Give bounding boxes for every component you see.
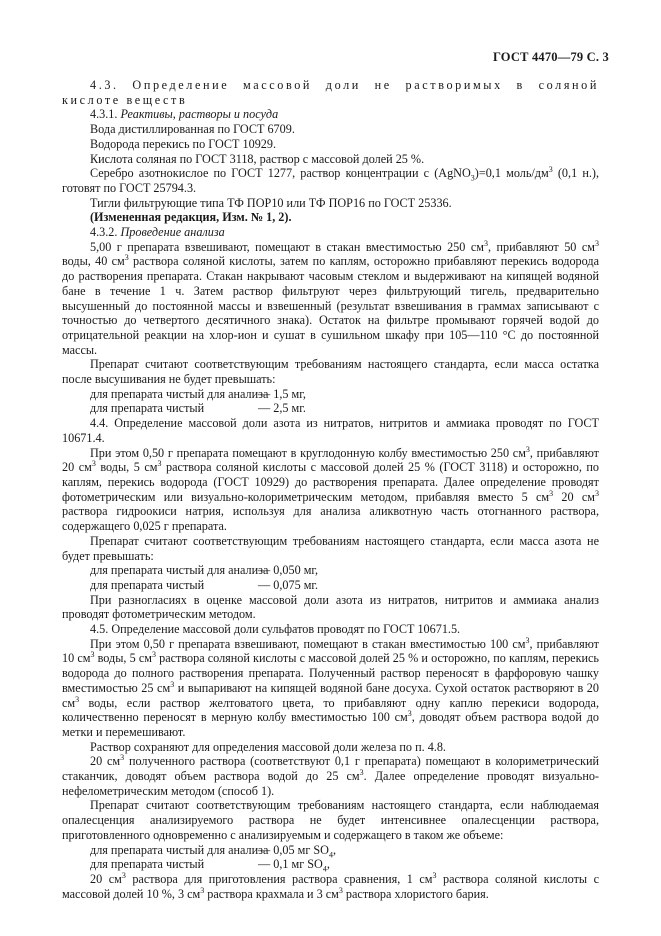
dispute-note: При разногласиях в оценке массовой доли азота из нитратов, нитритов и аммиака анализ проводят фотометрическим методом. — [62, 592, 599, 622]
subsection-number: 4.3.2. — [90, 225, 118, 240]
running-header: ГОСТ 4470—79 С. 3 — [492, 50, 609, 64]
procedure-paragraph: 20 $см^3$ полученного раствора (соответствуют 0,1 г препарата) помещают в колориметрический стаканчик, доводят объем раствора водой до 25 $см^3$. Далее определение проводят визуально-нефелометрическим методом (способ 1). — [62, 753, 599, 798]
limit-row: для препарата чистый для анализа — 0,050 мг, — [90, 563, 319, 578]
limit-row: для препарата чистый — 0,075 мг. — [90, 577, 319, 592]
reagent-item: Водорода перекись по ГОСТ 10929. — [90, 136, 277, 151]
criterion-paragraph: Препарат считают соответствующим требованиям настоящего стандарта, если масса остатка после высушивания не будет превышать: — [62, 357, 599, 387]
reagent-item-silver-nitrate: Серебро азотнокислое по ГОСТ 1277, раствор концентрации с (AgNO$_3$)=0,1 моль/$дм^3$ (0,1 н.), готовят по ГОСТ 25794.3. — [62, 165, 599, 195]
section-4-5-intro: 4.5. Определение массовой доли сульфатов проводят по ГОСТ 10671.5. — [90, 622, 461, 637]
limit-row: для препарата чистый для анализа — 0,05 мг $SO_4$, — [90, 842, 336, 859]
reagent-item: Вода дистиллированная по ГОСТ 6709. — [90, 122, 295, 137]
criterion-paragraph: Препарат считают соответствующим требованиям настоящего стандарта, если наблюдаемая опалесценция анализируемого раствора не будет интенсивнее опалесценции раствора, приготовленного одновременно с анализируемым и содержащего в таком же объеме: — [62, 798, 599, 842]
procedure-paragraph: При этом 0,50 г препарата взвешивают, помещают в стакан вместимостью 100 $см^3$, прибавляют 10 $см^3$ воды, 5 $см^3$ раствора соляной кислоты с массовой долей 25 % и осторожно, по каплям, перекись водорода до полного растворения препарата. Полученный раствор переносят в фарфоровую чашку вместимостью 25 $см^3$ и выпаривают на кипящей водяной бане досуха. Сухой остаток растворяют в 20 $см^3$ воды, если раствор желтоватого цвета, то прибавляют одну каплю перекиси водорода, количественно переносят в мерную колбу вместимостью 100 $см^3$, доводят объем раствора водой до метки и перемешивают. — [62, 635, 599, 739]
limit-row: для препарата чистый — 2,5 мг. — [90, 401, 306, 416]
reference-solution-paragraph: 20 $см^3$ раствора для приготовления раствора сравнения, 1 $см^3$ раствора соляной кислоты с массовой долей 10 %, 3 $см^3$ раствора крахмала и 3 $см^3$ раствора хлористого бария. — [62, 870, 599, 901]
limit-row: для препарата чистый — 0,1 мг $SO_4$, — [90, 857, 330, 874]
limit-row: для препарата чистый для анализа — 1,5 мг, — [90, 386, 306, 401]
amendment-note: (Измененная редакция, Изм. № 1, 2). — [90, 210, 292, 225]
procedure-paragraph: При этом 0,50 г препарата помещают в круглодонную колбу вместимостью 250 $см^3$, прибавляют 20 $см^3$ воды, 5 $см^3$ раствора соляной кислоты с массовой долей 25 % (ГОСТ 3118) и осторожно, по каплям, перекись водорода (ГОСТ 10929) до растворения препарата. Далее определение проводят фотометрическим или визуально-колориметрическим методом, прибавляя вместо 5 $см^3$ 20 $см^3$ раствора гидроокиси натрия, используя для анализа аликвотную часть отогнанного раствора, содержащего 0,025 г препарата. — [62, 444, 600, 534]
subsection-title: Реактивы, растворы и посуда — [120, 107, 279, 122]
subsection-title: Проведение анализа — [120, 225, 225, 240]
document-body — [62, 78, 599, 901]
criterion-paragraph: Препарат считают соответствующим требованиям настоящего стандарта, если масса азота не будет превышать: — [62, 533, 599, 563]
section-4-3-heading: 4.3. Определение массовой доли не растворимых в соляной кислоте веществ — [62, 78, 599, 107]
subsection-4-3-2 — [62, 225, 599, 240]
subsection-number: 4.3.1. — [90, 107, 118, 122]
reagent-item: Тигли фильтрующие типа ТФ ПОР10 или ТФ ПОР16 по ГОСТ 25336. — [90, 195, 452, 210]
reagent-item: Кислота соляная по ГОСТ 3118, раствор с массовой долей 25 %. — [90, 151, 425, 166]
subsection-4-3-1 — [62, 107, 599, 122]
procedure-paragraph: 5,00 г препарата взвешивают, помещают в стакан вместимостью 250 $см^3$, прибавляют 50 $см^3$ воды, 40 $см^3$ раствора соляной кислоты, затем по каплям, осторожно прибавляют перекись водорода до растворения препарата. Стакан накрывают часовым стеклом и выдерживают на кипящей водяной бане в течение 1 ч. Затем раствор фильтруют через фильтрующий тигель, предварительно высушенный до постоянной массы и взвешенный (результат взвешивания в граммах записывают с точностью до четвертого десятичного знака). Остаток на фильтре промывают горячей водой до отрицательной реакции на хлор-ион и сушат в сушильном шкафу при 105—110 °С до постоянной массы. — [62, 238, 599, 357]
section-4-4-intro: 4.4. Определение массовой доли азота из нитратов, нитритов и аммиака проводят по ГОСТ 10671.4. — [62, 416, 599, 445]
storage-note: Раствор сохраняют для определения массовой доли железа по п. 4.8. — [90, 739, 446, 754]
